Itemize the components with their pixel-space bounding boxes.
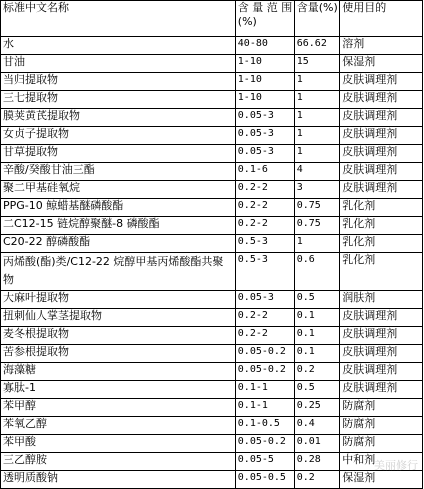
cell-range: 0.05-0.5 (235, 471, 294, 489)
cell-name: 三乙醇胺 (1, 453, 236, 471)
cell-range: 0.2-2 (235, 217, 294, 235)
cell-purpose: 皮肤调理剂 (340, 127, 423, 145)
cell-amount: 1 (294, 109, 340, 127)
cell-range: 0.5-3 (235, 235, 294, 253)
cell-purpose: 保湿剂 (340, 471, 423, 489)
cell-range: 0.2-2 (235, 181, 294, 199)
cell-name: 扭刺仙人掌茎提取物 (1, 309, 236, 327)
cell-amount: 0.75 (294, 199, 340, 217)
cell-purpose: 保湿剂 (340, 55, 423, 73)
table-row (1, 109, 423, 127)
cell-name: 苯甲酸 (1, 435, 236, 453)
cell-amount: 0.5 (294, 291, 340, 309)
cell-range: 0.1-1 (235, 381, 294, 399)
cell-name: C20-22 醇磷酸酯 (1, 235, 236, 253)
cell-purpose: 皮肤调理剂 (340, 109, 423, 127)
table-row (1, 235, 423, 253)
header-range (235, 1, 294, 37)
cell-amount: 0.1 (294, 327, 340, 345)
cell-amount: 0.2 (294, 363, 340, 381)
header-purpose: 使用目的 (340, 1, 423, 37)
cell-name: 苯甲醇 (1, 399, 236, 417)
table-row (1, 91, 423, 109)
table-row (1, 37, 423, 55)
cell-amount: 1 (294, 73, 340, 91)
table-row (1, 435, 423, 453)
cell-purpose: 乳化剂 (340, 217, 423, 235)
cell-amount: 0.75 (294, 217, 340, 235)
header-name: 标准中文名称 (1, 1, 236, 37)
cell-name: PPG-10 鲸蜡基醚磷酸酯 (1, 199, 236, 217)
cell-name: 女贞子提取物 (1, 127, 236, 145)
cell-amount: 0.1 (294, 309, 340, 327)
cell-purpose: 皮肤调理剂 (340, 363, 423, 381)
cell-purpose: 溶剂 (340, 37, 423, 55)
cell-range: 0.2-2 (235, 327, 294, 345)
cell-range: 0.05-3 (235, 127, 294, 145)
cell-name: 膜荚黄芪提取物 (1, 109, 236, 127)
cell-purpose: 中和剂 (340, 453, 423, 471)
cell-name: 水 (1, 37, 236, 55)
cell-purpose: 皮肤调理剂 (340, 309, 423, 327)
cell-amount: 1 (294, 235, 340, 253)
cell-name: 三七提取物 (1, 91, 236, 109)
header-amount: 含量(%) (294, 1, 340, 37)
table-row (1, 471, 423, 489)
cell-range: 1-10 (235, 73, 294, 91)
table-row (1, 363, 423, 381)
header-range-line1: 含 量 范 围 (237, 1, 293, 14)
cell-range: 1-10 (235, 91, 294, 109)
cell-range: 0.1-1 (235, 399, 294, 417)
cell-name: 二C12-15 链烷醇聚醚-8 磷酸酯 (1, 217, 236, 235)
cell-name: 聚二甲基硅氧烷 (1, 181, 236, 199)
table-row (1, 55, 423, 73)
cell-name: 海藻糖 (1, 363, 236, 381)
cell-purpose: 防腐剂 (340, 399, 423, 417)
cell-amount: 3 (294, 181, 340, 199)
cell-range: 0.05-5 (235, 453, 294, 471)
cell-amount: 0.28 (294, 453, 340, 471)
cell-name: 大麻叶提取物 (1, 291, 236, 309)
watermark: 美丽修行 (374, 459, 418, 472)
cell-name: 寡肽-1 (1, 381, 236, 399)
table-row (1, 181, 423, 199)
cell-range: 0.05-0.2 (235, 345, 294, 363)
cell-amount: 1 (294, 91, 340, 109)
table-row (1, 217, 423, 235)
header-range-line2: (%) (237, 15, 257, 28)
cell-amount: 15 (294, 55, 340, 73)
table-row (1, 163, 423, 181)
cell-range: 0.05-3 (235, 145, 294, 163)
cell-amount: 4 (294, 163, 340, 181)
cell-name: 苦参根提取物 (1, 345, 236, 363)
cell-amount: 0.5 (294, 381, 340, 399)
cell-purpose: 润肤剂 (340, 291, 423, 309)
cell-purpose: 防腐剂 (340, 417, 423, 435)
cell-purpose: 皮肤调理剂 (340, 91, 423, 109)
cell-name: 苯氧乙醇 (1, 417, 236, 435)
cell-amount: 0.01 (294, 435, 340, 453)
cell-purpose: 皮肤调理剂 (340, 327, 423, 345)
cell-purpose: 皮肤调理剂 (340, 73, 423, 91)
table-row (1, 417, 423, 435)
cell-amount: 0.25 (294, 399, 340, 417)
cell-amount: 1 (294, 127, 340, 145)
table-body (1, 37, 423, 489)
table-row (1, 381, 423, 399)
table-row (1, 73, 423, 91)
cell-name: 透明质酸钠 (1, 471, 236, 489)
cell-name: 甘草提取物 (1, 145, 236, 163)
cell-range: 0.2-2 (235, 309, 294, 327)
cell-amount: 0.1 (294, 345, 340, 363)
cell-name: 甘油 (1, 55, 236, 73)
cell-purpose: 皮肤调理剂 (340, 381, 423, 399)
cell-range: 0.05-3 (235, 291, 294, 309)
cell-range: 40-80 (235, 37, 294, 55)
cell-range: 0.2-2 (235, 199, 294, 217)
cell-amount: 0.2 (294, 471, 340, 489)
cell-purpose: 皮肤调理剂 (340, 163, 423, 181)
table-header-row (1, 1, 423, 37)
cell-purpose: 乳化剂 (340, 253, 423, 291)
cell-purpose: 皮肤调理剂 (340, 145, 423, 163)
cell-amount: 1 (294, 145, 340, 163)
table-row (1, 309, 423, 327)
cell-range: 0.1-0.5 (235, 417, 294, 435)
table-row (1, 453, 423, 471)
cell-amount: 66.62 (294, 37, 340, 55)
table-row (1, 145, 423, 163)
table-row (1, 253, 423, 291)
cell-name: 丙烯酸(酯)类/C12-22 烷醇甲基丙烯酸酯共聚物 (1, 253, 236, 291)
cell-purpose: 乳化剂 (340, 235, 423, 253)
table-row (1, 291, 423, 309)
table-row (1, 327, 423, 345)
cell-name: 当归提取物 (1, 73, 236, 91)
table-row (1, 345, 423, 363)
cell-name: 麦冬根提取物 (1, 327, 236, 345)
table-row (1, 399, 423, 417)
table-row (1, 127, 423, 145)
table-row (1, 199, 423, 217)
cell-range: 0.05-0.2 (235, 363, 294, 381)
cell-range: 0.5-3 (235, 253, 294, 291)
cell-amount: 0.4 (294, 417, 340, 435)
cell-purpose: 皮肤调理剂 (340, 181, 423, 199)
cell-purpose: 防腐剂 (340, 435, 423, 453)
cell-name: 辛酸/癸酸甘油三酯 (1, 163, 236, 181)
cell-purpose: 乳化剂 (340, 199, 423, 217)
cell-range: 0.05-0.2 (235, 435, 294, 453)
cell-range: 0.1-6 (235, 163, 294, 181)
cell-range: 1-10 (235, 55, 294, 73)
cell-purpose: 皮肤调理剂 (340, 345, 423, 363)
cell-amount: 0.6 (294, 253, 340, 291)
cell-range: 0.05-3 (235, 109, 294, 127)
